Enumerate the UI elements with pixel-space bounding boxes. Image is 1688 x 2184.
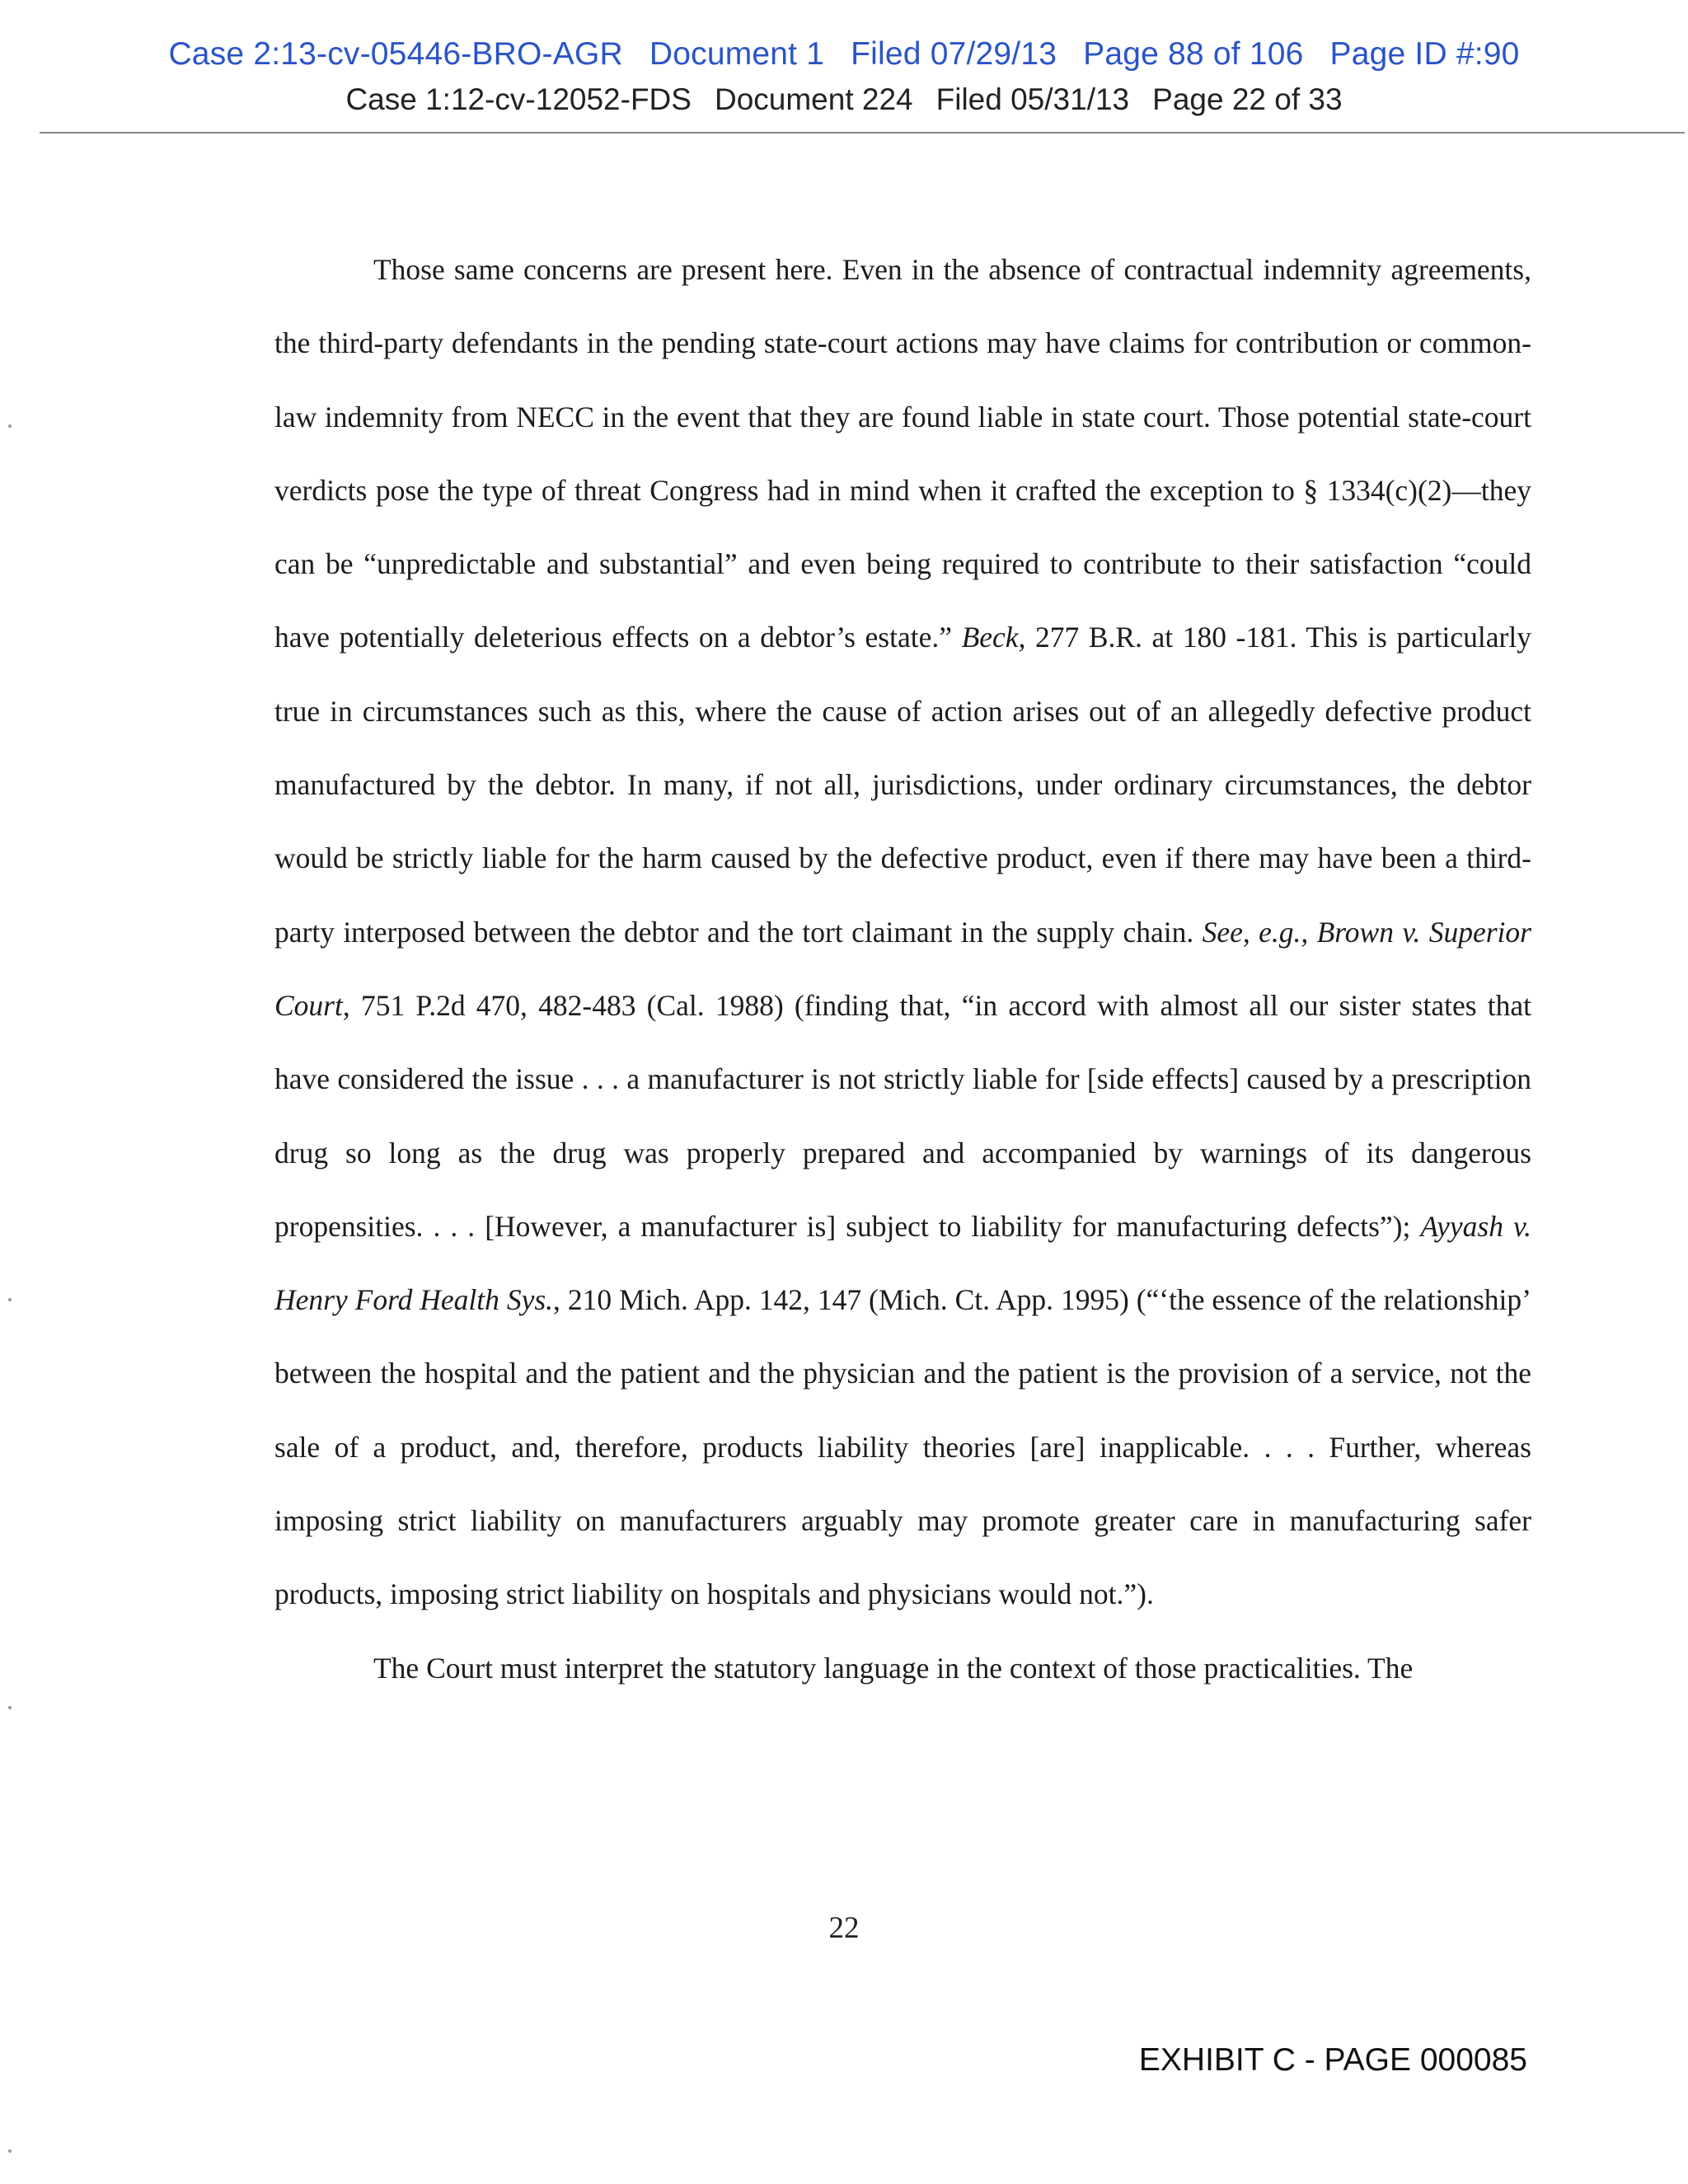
- header-divider: [40, 132, 1685, 134]
- paragraph-1-text-b: 277 B.R. at 180 -181. This is particularly true in circumstances such as this, where the cause of action arises out of an allegedly defective product manufactured by the debtor. In many, if not all, jurisdictions, under ordinary circumstances, the debtor would be strictly liable for the harm caused by the defective product, even if there may have been a third-party interposed between the debtor and the tort claimant in the supply chain.: [274, 621, 1531, 949]
- filed-date: Filed 07/29/13: [851, 36, 1057, 72]
- sub-case-number: Case 1:12-cv-12052-FDS: [345, 82, 692, 116]
- document-number: Document 1: [649, 36, 825, 72]
- paragraph-1-text-a: Those same concerns are present here. Even in the absence of contractual indemnity agreements, the third-party defendants in the pending state-court actions may have claims for contribution or common-law indemnity from NECC in the event that they are found liable in state court. Those potential state-court verdicts pose the type of threat Congress had in mind when it crafted the exception to § 1334(c)(2)—they can be “unpredictable and substantial” and even being required to contribute to their satisfaction “could have potentially deleterious effects on a debtor’s estate.”: [274, 253, 1531, 654]
- document-body: [274, 233, 1531, 1705]
- exhibit-stamp: EXHIBIT C - PAGE 000085: [1138, 2042, 1527, 2078]
- paragraph-1-text-c: , 751 P.2d 470, 482-483 (Cal. 1988) (finding that, “in accord with almost all our sister states that have considered the issue . . . a manufacturer is not strictly liable for [side effects] caused by a prescription drug so long as the drug was properly prepared and accompanied by warnings of its dangerous propensities. . . . [However, a manufacturer is] subject to liability for manufacturing defects”);: [274, 988, 1531, 1243]
- paragraph-1: [274, 233, 1531, 1632]
- sub-document-number: Document 224: [714, 82, 913, 116]
- sub-page-count: Page 22 of 33: [1152, 82, 1343, 116]
- case-number: Case 2:13-cv-05446-BRO-AGR: [168, 36, 623, 72]
- scan-speck: [8, 1706, 12, 1709]
- scan-speck: [8, 2149, 12, 2153]
- paragraph-1-text-d: , 210 Mich. App. 142, 147 (Mich. Ct. App. 1995) (“‘the essence of the relationship’ between the hospital and the patient and the physician and the patient is the provision of a service, not the sale of a product, and, therefore, products liability theories [are] inapplicable. . . . Further, whereas imposing strict liability on manufacturers arguably may promote greater care in manufacturing safer products, imposing strict liability on hospitals and physicians would not.”).: [274, 1283, 1531, 1611]
- paragraph-2: The Court must interpret the statutory language in the context of those practicalities. The: [373, 1651, 1414, 1685]
- scan-speck: [8, 1298, 12, 1301]
- page-count: Page 88 of 106: [1083, 36, 1304, 72]
- citation-brown: See, e.g., Brown v. Superior Court: [274, 915, 1531, 1022]
- page-id: Page ID #:90: [1329, 36, 1520, 72]
- citation-ayyash: Ayyash v. Henry Ford Health Sys.: [274, 1209, 1531, 1317]
- citation-beck: Beck,: [961, 621, 1026, 654]
- page-number: 22: [828, 1911, 860, 1945]
- original-case-header: [0, 82, 1688, 117]
- ecf-header: [0, 36, 1688, 73]
- sub-filed-date: Filed 05/31/13: [935, 82, 1130, 116]
- scan-speck: [8, 424, 12, 428]
